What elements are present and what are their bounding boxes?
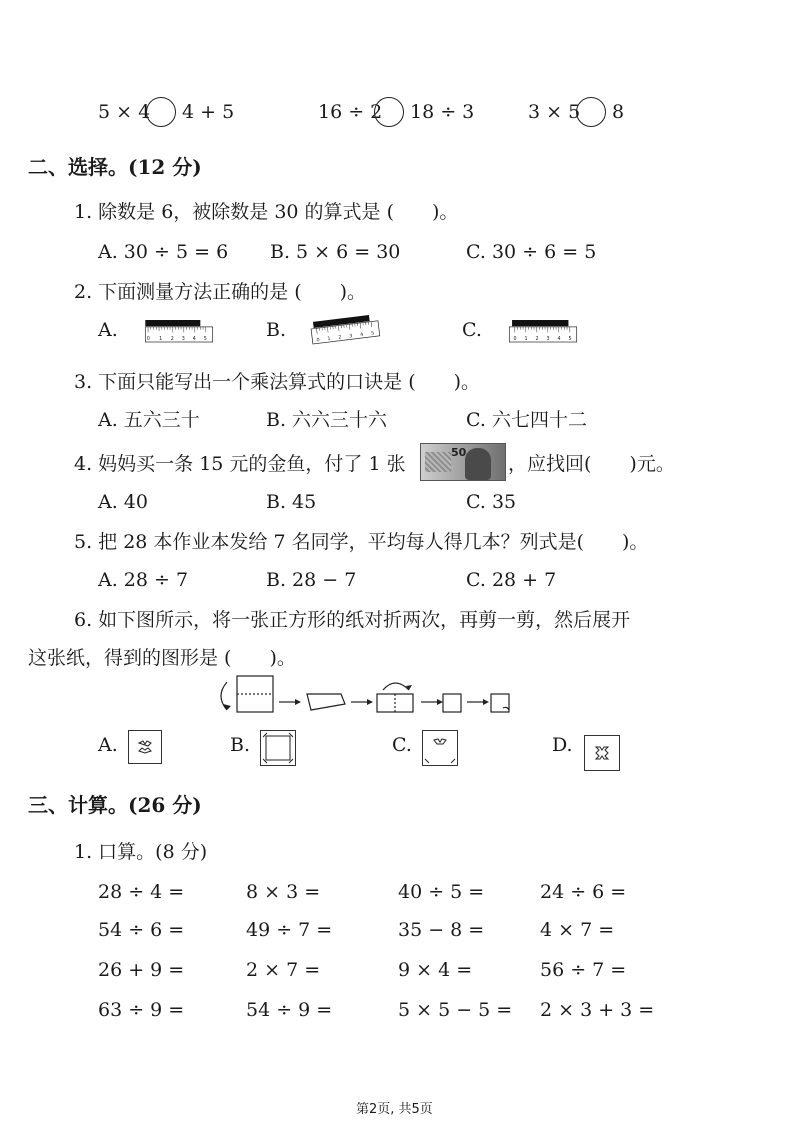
calc-r3-c1[interactable]: 26 + 9 = [98,959,185,981]
compare-2-left: 16 ÷ 2 [318,101,383,123]
ruler-b-tick-3: 3 [349,334,353,340]
q6-option-b[interactable]: B. [230,734,251,756]
calc-r3-c4[interactable]: 56 ÷ 7 = [540,959,627,981]
shape-d-icon [585,736,619,770]
q4-option-b[interactable]: B. 45 [266,491,317,513]
calc-r2-c4[interactable]: 4 × 7 = [540,919,615,941]
q1-option-c[interactable]: C. 30 ÷ 6 = 5 [466,241,597,263]
q1-option-a[interactable]: A. 30 ÷ 5 = 6 [98,241,229,263]
ruler-image-a [130,320,228,342]
ruler-a-tick-5: 5 [203,336,207,342]
q5-option-b[interactable]: B. 28 − 7 [266,569,357,591]
compare-3-right: 8 [612,101,625,123]
q5-option-a[interactable]: A. 28 ÷ 7 [98,569,189,591]
ruler-c-tick-0: 0 [513,336,517,342]
ruler-c-tick-5: 5 [568,336,572,342]
calc-r1-c1[interactable]: 28 ÷ 4 = [98,881,185,903]
ruler-a-tick-1: 1 [159,336,163,342]
ruler-b-tick-0: 0 [316,338,321,344]
ruler-a-tick-2: 2 [170,336,174,342]
compare-1-right: 4 + 5 [182,101,235,123]
ruler-b-tick-2: 2 [338,335,342,341]
q6-option-d[interactable]: D. [552,734,573,756]
q4-option-c[interactable]: C. 35 [466,491,517,513]
ruler-a-tick-0: 0 [146,336,150,342]
banknote-value: 50 [451,446,467,459]
q3-option-b[interactable]: B. 六六三十六 [266,409,388,431]
q4-text-after: ，应找回( )元。 [508,453,675,475]
q1-text: 1. 除数是 6，被除数是 30 的算式是 ( )。 [74,201,459,223]
calc-r1-c2[interactable]: 8 × 3 = [246,881,321,903]
compare-circle-2[interactable] [374,97,404,127]
compare-2-right: 18 ÷ 3 [410,101,475,123]
ruler-image-c [494,320,592,342]
ruler-a-tick-4: 4 [192,336,196,342]
calc-r4-c1[interactable]: 63 ÷ 9 = [98,999,185,1021]
calc-r3-c3[interactable]: 9 × 4 = [398,959,473,981]
ruler-image-b [296,318,394,344]
q6-option-c-figure[interactable] [422,730,458,766]
compare-1-left: 5 × 4 [98,101,151,123]
q4-option-a[interactable]: A. 40 [98,491,148,513]
q6-option-d-figure[interactable] [584,735,620,771]
q2-option-b[interactable]: B. [266,319,287,341]
ruler-c-tick-2: 2 [535,336,539,342]
compare-circle-3[interactable] [576,97,606,127]
calc-r3-c2[interactable]: 2 × 7 = [246,959,321,981]
calc-r4-c3[interactable]: 5 × 5 − 5 = [398,999,513,1021]
q6-option-c[interactable]: C. [392,734,412,756]
ruler-a-tick-3: 3 [181,336,185,342]
q5-option-c[interactable]: C. 28 + 7 [466,569,557,591]
shape-a-icon [129,731,161,763]
q5-text: 5. 把 28 本作业本发给 7 名同学，平均每人得几本？列式是( )。 [74,531,649,553]
ruler-b-tick-4: 4 [360,332,364,339]
calc-r2-c2[interactable]: 49 ÷ 7 = [246,919,333,941]
ruler-c-tick-3: 3 [546,336,550,342]
q4-text-before: 4. 妈妈买一条 15 元的金鱼，付了 1 张 [74,453,406,475]
compare-3-left: 3 × 5 [528,101,581,123]
calc-r2-c1[interactable]: 54 ÷ 6 = [98,919,185,941]
q2-option-a[interactable]: A. [98,319,118,341]
compare-circle-1[interactable] [146,97,176,127]
ruler-b-tick-1: 1 [327,336,331,343]
section3-heading: 三、计算。(26 分) [28,793,202,817]
q3-text: 3. 下面只能写出一个乘法算式的口诀是 ( )。 [74,371,481,393]
calc-r1-c3[interactable]: 40 ÷ 5 = [398,881,485,903]
section2-heading: 二、选择。(12 分) [28,155,202,179]
q6-option-b-figure[interactable] [260,730,296,766]
q6-text-line1: 6. 如下图所示，将一张正方形的纸对折两次，再剪一剪，然后展开 [74,609,631,631]
q1-option-b[interactable]: B. 5 × 6 = 30 [270,241,401,263]
q3-option-c[interactable]: C. 六七四十二 [466,409,587,431]
q3-option-a[interactable]: A. 五六三十 [98,409,200,431]
q2-option-c[interactable]: C. [462,319,482,341]
page-footer: 第2页, 共5页 [356,1102,433,1117]
q6-option-a[interactable]: A. [98,734,118,756]
calc-sub1-title: 1. 口算。(8 分) [74,841,208,863]
q6-option-a-figure[interactable] [128,730,162,764]
ruler-b-tick-5: 5 [370,331,375,337]
shape-b-icon [261,731,295,765]
calc-r4-c2[interactable]: 54 ÷ 9 = [246,999,333,1021]
ruler-c-tick-4: 4 [557,336,561,342]
q2-text: 2. 下面测量方法正确的是 ( )。 [74,281,367,303]
banknote-image [420,443,506,481]
q6-text-line2: 这张纸，得到的图形是 ( )。 [28,647,296,669]
paper-folding-diagram [215,672,525,720]
shape-c-icon [423,731,457,765]
calc-r2-c3[interactable]: 35 − 8 = [398,919,485,941]
ruler-c-tick-1: 1 [524,336,528,342]
calc-r4-c4[interactable]: 2 × 3 + 3 = [540,999,655,1021]
calc-r1-c4[interactable]: 24 ÷ 6 = [540,881,627,903]
